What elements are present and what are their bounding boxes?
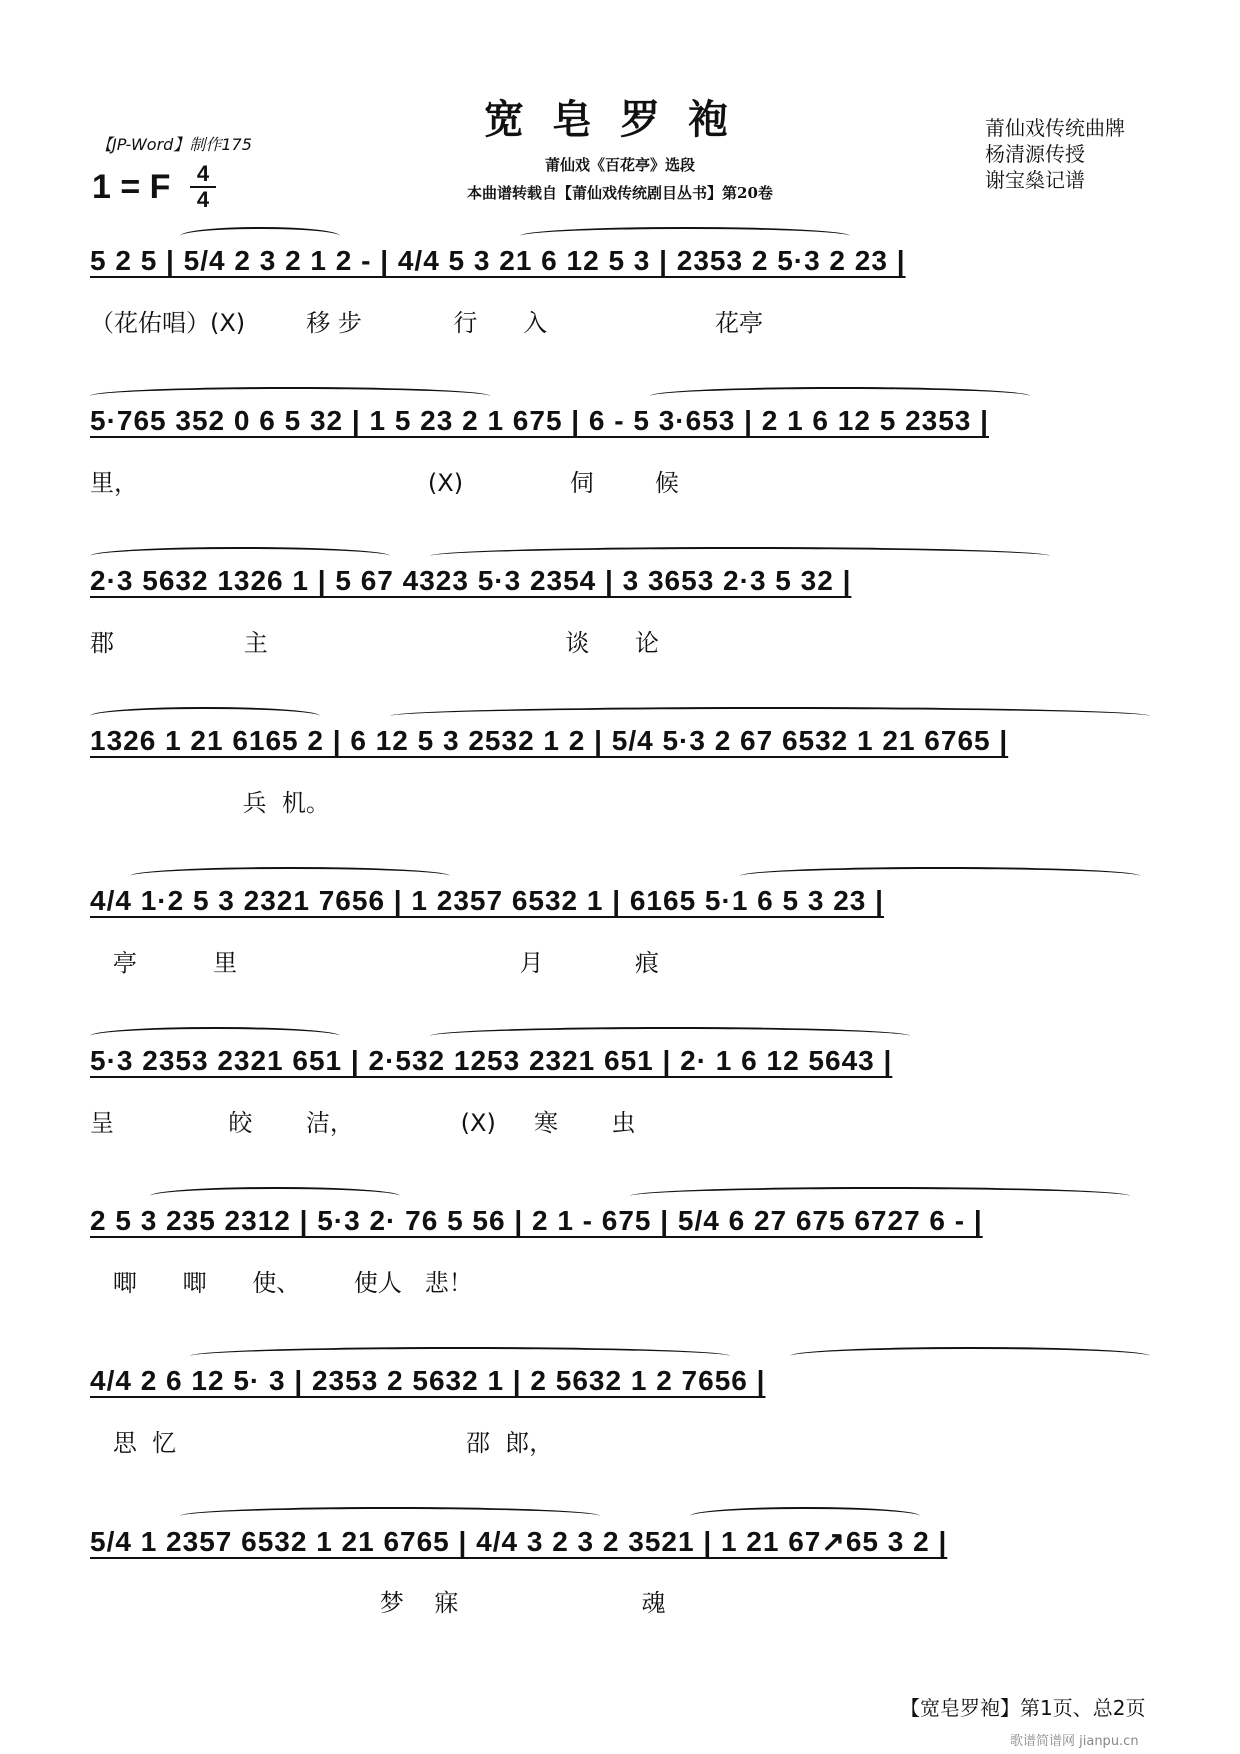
slur-mark	[630, 1187, 1130, 1205]
slur-mark	[790, 1347, 1150, 1365]
slur-mark	[390, 707, 1150, 725]
notation-line: 5·3 2353 2321 651 | 2·532 1253 2321 651 | 2· 1 6 12 5643 |	[90, 1045, 893, 1076]
song-title: 宽皂罗袍	[484, 96, 756, 143]
slur-mark	[740, 867, 1140, 885]
site-watermark: 歌谱简谱网 jianpu.cn	[1010, 1734, 1139, 1749]
credit-transcriber: 谢宝燊记谱	[985, 168, 1085, 192]
notation-line: 1326 1 21 6165 2 | 6 12 5 3 2532 1 2 | 5/4 5·3 2 67 6532 1 21 6765 |	[90, 725, 1009, 756]
lyrics-line: 梦 寐 魂	[90, 1589, 666, 1617]
time-numerator: 4	[190, 162, 216, 188]
score-row-7	[90, 1205, 1158, 1315]
slur-mark	[650, 387, 1030, 405]
credit-teacher: 杨清源传授	[985, 142, 1085, 166]
score-row-1	[90, 245, 1158, 355]
time-denominator: 4	[196, 187, 210, 212]
slur-mark	[430, 1027, 910, 1045]
page-footer: 【宽皂罗袍】第1页、总2页	[900, 1696, 1146, 1720]
key-signature: 1 = F	[92, 168, 171, 206]
time-signature	[190, 162, 216, 212]
slur-mark	[180, 227, 340, 245]
slur-mark	[190, 1347, 730, 1365]
lyrics-line: 郡 主 谈 论	[90, 629, 659, 657]
subtitle-excerpt: 莆仙戏《百花亭》选段	[544, 156, 695, 174]
notation-line: 2·3 5632 1326 1 | 5 67 4323 5·3 2354 | 3 3653 2·3 5 32 |	[90, 565, 852, 596]
subtitle-source: 本曲谱转载自【莆仙戏传统剧目丛书】第20卷	[467, 184, 773, 202]
score-row-3	[90, 565, 1158, 675]
slur-mark	[180, 1507, 600, 1525]
score-row-8	[90, 1365, 1158, 1475]
slur-mark	[90, 1027, 340, 1045]
credit-tune-type: 莆仙戏传统曲牌	[985, 116, 1125, 140]
slur-mark	[90, 547, 390, 565]
slur-mark	[690, 1507, 920, 1525]
score-row-4	[90, 725, 1158, 835]
score-row-5	[90, 885, 1158, 995]
lyrics-line: 唧 唧 使、 使人 悲！	[90, 1269, 473, 1297]
notation-line: 4/4 1·2 5 3 2321 7656 | 1 2357 6532 1 | 6165 5·1 6 5 3 23 |	[90, 885, 884, 916]
slur-mark	[90, 387, 490, 405]
slur-mark	[520, 227, 850, 245]
lyrics-line: 呈 皎 洁， (X) 寒 虫	[90, 1109, 636, 1137]
notation-line: 5·765 352 0 6 5 32 | 1 5 23 2 1 675 | 6 - 5 3·653 | 2 1 6 12 5 2353 |	[90, 405, 989, 436]
score-row-6	[90, 1045, 1158, 1155]
slur-mark	[130, 867, 450, 885]
lyrics-line: 里， (X) 伺 候	[90, 469, 679, 497]
notation-line: 5 2 5 | 5/4 2 3 2 1 2 - | 4/4 5 3 21 6 12 5 3 | 2353 2 5·3 2 23 |	[90, 245, 906, 276]
notation-line: 4/4 2 6 12 5· 3 | 2353 2 5632 1 | 2 5632 1 2 7656 |	[90, 1365, 766, 1396]
score-row-9	[90, 1525, 1158, 1635]
lyrics-line: 思 忆 邵 郎，	[90, 1429, 554, 1457]
slur-mark	[150, 1187, 400, 1205]
notation-line: 2 5 3 235 2312 | 5·3 2· 76 5 56 | 2 1 - 675 | 5/4 6 27 675 6727 6 - |	[90, 1205, 983, 1236]
lyrics-line: 亭 里 月 痕	[90, 949, 659, 977]
lyrics-line: 兵 机。	[90, 789, 330, 817]
lyrics-line: （花佑唱）(X) 移 步 行 入 花亭	[90, 309, 763, 337]
slur-mark	[430, 547, 1050, 565]
notation-line: 5/4 1 2357 6532 1 21 6765 | 4/4 3 2 3 2 3521 | 1 21 67↗65 3 2 |	[90, 1526, 948, 1557]
maker-credit: 【JP-Word】制作175	[96, 135, 252, 154]
score-row-2	[90, 405, 1158, 515]
slur-mark	[90, 707, 320, 725]
